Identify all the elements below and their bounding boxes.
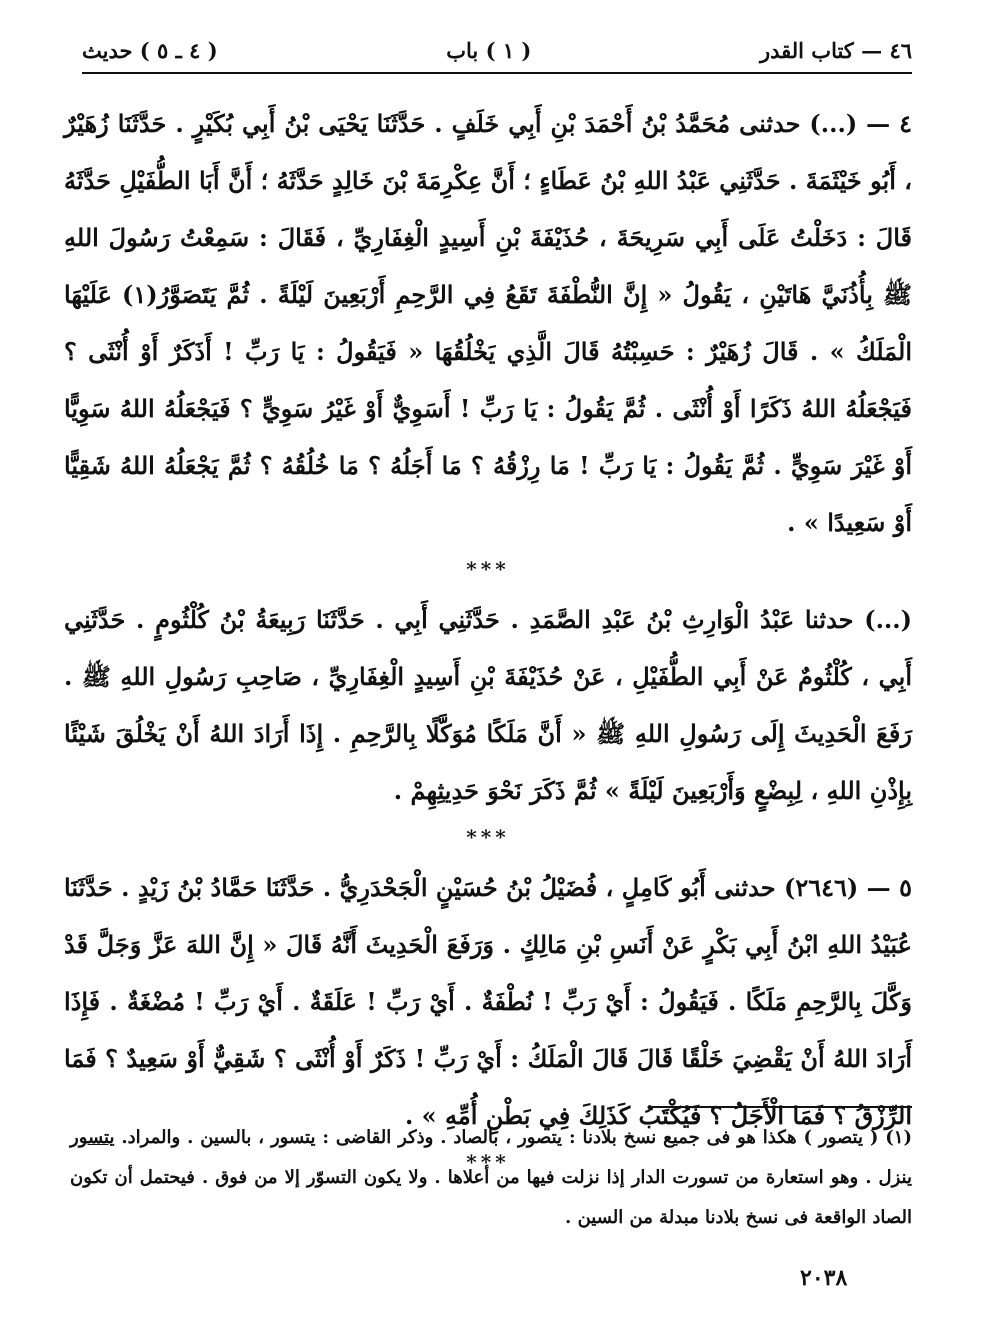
hadith-5: ٥ — (٢٦٤٦) حدثنى أَبُو كَامِلٍ ، فُضَيْلُ بْنُ حُسَيْنٍ الْجَحْدَرِيُّ . حَدَّثَنَا حَمَّادُ بْنُ زَيْدٍ . حَدَّثَنَا عُبَيْدُ اللهِ ابْنُ أَبِي بَكْرٍ عَنْ أَنَسِ بْنِ مَالِكٍ . وَرَفَعَ الْحَدِيثَ أَنَّهُ قَالَ « إِنَّ اللهَ عَزَّ وَجَلَّ قَدْ وَكَّلَ بِالرَّحِمِ مَلَكًا . فَيَقُولُ : أَيْ رَبِّ ! نُطْفَةٌ . أَيْ رَبِّ ! عَلَقَةٌ . أَيْ رَبِّ ! مُضْغَةٌ . فَإِذَا أَرَادَ اللهُ أَنْ يَقْضِيَ خَلْقًا قَالَ قَالَ الْمَلَكُ : أَيْ رَبِّ ! ذَكَرٌ أَوْ أُنْثَى ؟ شَقِيٌّ أَوْ سَعِيدٌ ؟ فَمَا الرِّزْقُ ؟ فَمَا الْأَجَلُ ؟ فَيُكْتَبُ كَذَلِكَ فِي بَطْنِ أُمِّهِ » .: [64, 873, 912, 1130]
section-separator: ***: [466, 557, 510, 581]
footnote-rule: [652, 1106, 912, 1108]
hadith-4: ٤ — (...) حدثنى مُحَمَّدُ بْنُ أَحْمَدَ بْنِ أَبِي خَلَفٍ . حَدَّثَنَا يَحْيَى بْنُ أَبِي بُكَيْرٍ . حَدَّثَنَا زُهَيْرٌ ، أَبُو خَيْثَمَةَ . حَدَّثَنِي عَبْدُ اللهِ بْنُ عَطَاءٍ ؛ أَنَّ عِكْرِمَةَ بْنَ خَالِدٍ حَدَّثَهُ ؛ أَنَّ أَبَا الطُّفَيْلِ حَدَّثَهُ قَالَ : دَخَلْتُ عَلَى أَبِي سَرِيحَةَ ، حُذَيْفَةَ بْنِ أَسِيدٍ الْغِفَارِيِّ ، فَقَالَ : سَمِعْتُ رَسُولَ اللهِ ﷺ بِأُذُنَيَّ هَاتَيْنِ ، يَقُولُ « إِنَّ النُّطْفَةَ تَقَعُ فِي الرَّحِمِ أَرْبَعِينَ لَيْلَةً . ثُمَّ يَتَصَوَّرُ(١) عَلَيْهَا الْمَلَكُ » . قَالَ زُهَيْرٌ : حَسِبْتُهُ قَالَ الَّذِي يَخْلُقُهَا « فَيَقُولُ : يَا رَبِّ ! أَذَكَرٌ أَوْ أُنْثَى ؟ فَيَجْعَلُهُ اللهُ ذَكَرًا أَوْ أُنْثَى . ثُمَّ يَقُولُ : يَا رَبِّ ! أَسَوِيٌّ أَوْ غَيْرُ سَوِيٍّ ؟ فَيَجْعَلُهُ اللهُ سَوِيًّا أَوْ غَيْرَ سَوِيٍّ . ثُمَّ يَقُولُ : يَا رَبِّ ! مَا رِزْقُهُ ؟ مَا أَجَلُهُ ؟ مَا خُلُقُهُ ؟ ثُمَّ يَجْعَلُهُ اللهُ شَقِيًّا أَوْ سَعِيدًا » .: [64, 109, 912, 537]
section-separator: ***: [466, 825, 510, 849]
footnote: [70, 1118, 912, 1238]
header-hadith-range: ( ٤ ـ ٥ ) حديث: [82, 37, 218, 63]
header-rule: [82, 72, 912, 74]
running-header: [82, 30, 912, 70]
hadith-4-variant: (...) حدثنا عَبْدُ الْوَارِثِ بْنُ عَبْدِ الصَّمَدِ . حَدَّثَنِي أَبِي . حَدَّثَنَا رَبِيعَةُ بْنُ كُلْثُومٍ . حَدَّثَنِي أَبِي ، كُلْثُومٌ عَنْ أَبِي الطُّفَيْلِ ، عَنْ حُذَيْفَةَ بْنِ أَسِيدٍ الْغِفَارِيِّ ، صَاحِبِ رَسُولِ اللهِ ﷺ . رَفَعَ الْحَدِيثَ إِلَى رَسُولِ اللهِ ﷺ « أَنَّ مَلَكًا مُوَكَّلًا بِالرَّحِمِ . إِذَا أَرَادَ اللهُ أَنْ يَخْلُقَ شَيْئًا بِإِذْنِ اللهِ ، لِبِضْعٍ وَأَرْبَعِينَ لَيْلَةً » ثُمَّ ذَكَرَ نَحْوَ حَدِيثِهِمْ .: [64, 605, 912, 805]
footnote-underlined-word: يتسور: [70, 1127, 115, 1148]
header-chapter: ( ١ ) باب: [446, 37, 532, 63]
footnote-lead: (١) ( يتصور ) هكذا هو فى جميع نسخ بلادنا : يتصور ، بالصاد . وذكر القاضى : يتسور ، بالسين . والمراد.: [121, 1127, 912, 1148]
page-number: ٢٠٣٨: [800, 1265, 848, 1291]
main-text: [64, 95, 912, 1184]
section-separator: ***: [466, 1150, 510, 1174]
header-book-title: ٤٦ — كتاب القدر: [759, 37, 912, 63]
footnote-rest: ينزل . وهو استعارة من تسورت الدار إذا نزلت فيها من أعلاها . ولا يكون التسوّر إلا من فوق . فيحتمل أن تكون الصاد الواقعة فى نسخ بلادنا مبدلة من السين .: [70, 1167, 912, 1228]
